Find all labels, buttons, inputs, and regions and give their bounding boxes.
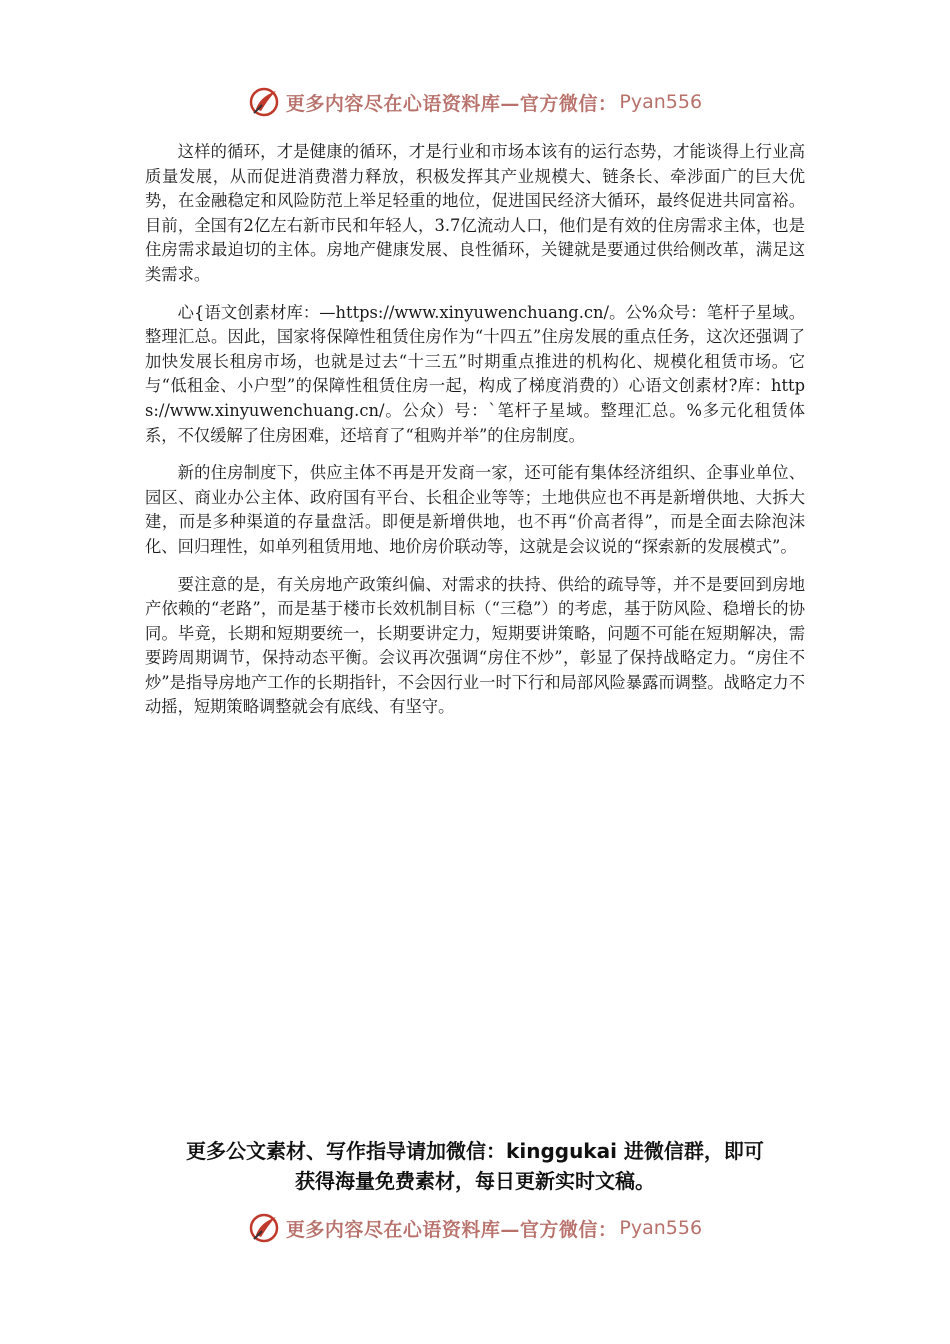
header-brand-bar [0,82,950,122]
paragraph-3: 新的住房制度下，供应主体不再是开发商一家，还可能有集体经济组织、企事业单位、园区、商业办公主体、政府国有平台、长租企业等等；土地供应也不再是新增供地、大拆大建，而是多种渠道的存量盘活。即便是新增供地，也不再“价高者得”，而是全面去除泡沫化、回归理性，如单列租赁用地、地价房价联动等，这就是会议说的“探索新的发展模式”。 [145,463,805,556]
article-body [145,140,805,733]
footer-brand-bar [0,1208,950,1248]
footer-note [0,1136,950,1196]
footer-note-line-1: 更多公文素材、写作指导请加微信：kinggukai 进微信群，即可 [186,1139,764,1163]
brand-logo-icon [248,85,282,119]
header-brand-text: 更多内容尽在心语资料库—官方微信： [285,92,618,115]
paragraph-4: 要注意的是，有关房地产政策纠偏、对需求的扶持、供给的疏导等，并不是要回到房地产依赖的“老路”，而是基于楼市长效机制目标（“三稳”）的考虑，基于防风险、稳增长的协同。毕竟，长期和短期要统一，长期要讲定力，短期要讲策略，问题不可能在短期解决，需要跨周期调节，保持动态平衡。会议再次强调“房住不炒”，彰显了保持战略定力。“房住不炒”是指导房地产工作的长期指针，不会因行业一时下行和局部风险暴露而调整。战略定力不动摇，短期策略调整就会有底线、有坚守。 [145,574,805,717]
footer-note-line-2: 获得海量免费素材，每日更新实时文稿。 [295,1169,655,1193]
paragraph-2: 心{语文创素材库：—https://www.xinyuwenchuang.cn/。公%众号：笔杆子星域。整理汇总。因此，国家将保障性租赁住房作为“十四五”住房发展的重点任务，这次还强调了加快发展长租房市场，也就是过去“十三五”时期重点推进的机构化、规模化租赁市场。它与“低租金、小户型”的保障性租赁住房一起，构成了梯度消费的）心语文创素材?库：https://www.xinyuwenchuang.cn/。公众）号：`笔杆子星域。整理汇总。%多元化租赁体系，不仅缓解了住房困难，还培育了“租购并举”的住房制度。 [145,302,805,445]
paragraph-1: 这样的循环，才是健康的循环，才是行业和市场本该有的运行态势，才能谈得上行业高质量发展，从而促进消费潜力释放，积极发挥其产业规模大、链条长、牵涉面广的巨大优势，在金融稳定和风险防范上举足轻重的地位，促进国民经济大循环，最终促进共同富裕。目前，全国有2亿左右新市民和年轻人，3.7亿流动人口，他们是有效的住房需求主体，也是住房需求最迫切的主体。房地产健康发展、良性循环，关键就是要通过供给侧改革，满足这类需求。 [145,142,805,284]
header-wechat-id: Pyan556 [619,91,703,113]
brand-logo-icon [248,1211,282,1245]
footer-brand-text: 更多内容尽在心语资料库—官方微信： [285,1218,618,1241]
footer-wechat-id: Pyan556 [619,1217,703,1239]
